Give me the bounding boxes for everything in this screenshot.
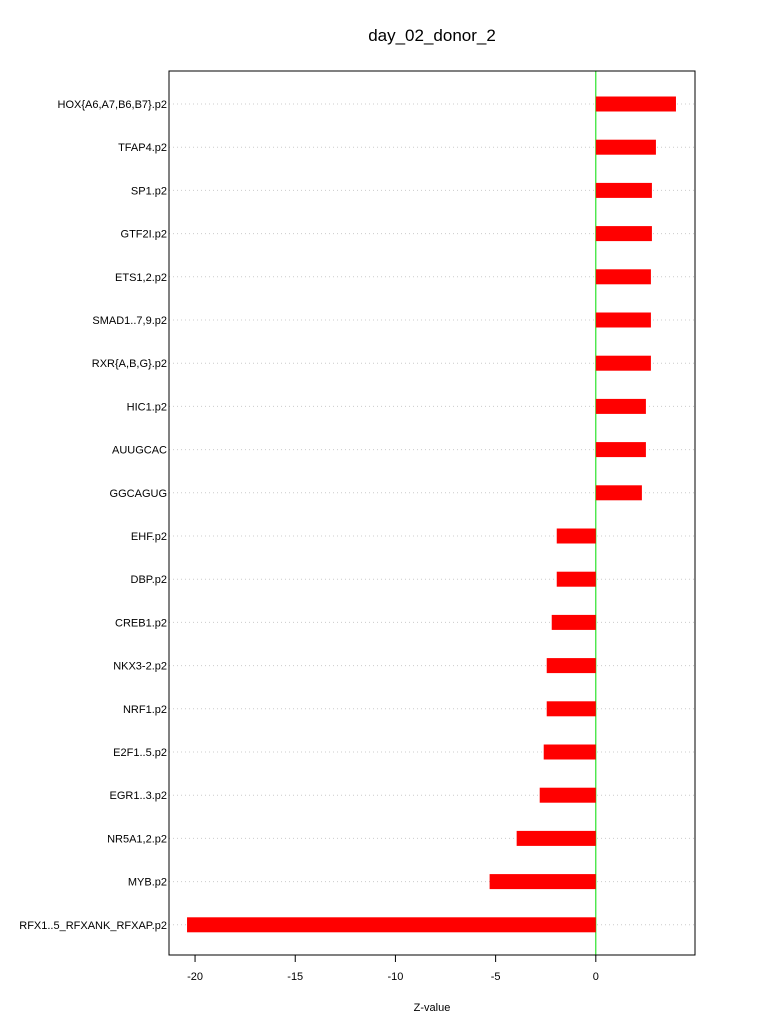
x-tick-label: -15 [287, 971, 304, 983]
category-label: GGCAGUG [109, 487, 167, 500]
bar [517, 831, 596, 846]
category-label: MYB.p2 [127, 876, 167, 889]
category-label: SMAD1..7,9.p2 [92, 315, 167, 327]
category-label: EHF.p2 [130, 531, 167, 543]
category-label: NRF1.p2 [122, 703, 167, 716]
x-axis [187, 955, 599, 983]
bar [187, 917, 596, 932]
bar [596, 269, 651, 284]
bar [596, 356, 651, 371]
x-tick-label: 0 [592, 971, 599, 983]
x-axis-label: Z-value [413, 1002, 451, 1014]
category-label: EGR1..3.p2 [109, 790, 167, 803]
x-tick-label: -10 [387, 971, 404, 983]
plot-frame [169, 71, 695, 955]
chart-title: day_02_donor_2 [368, 26, 496, 45]
category-label: TFAP4.p2 [118, 142, 167, 155]
category-label: AUUGCAC [111, 444, 167, 457]
bar [596, 97, 676, 112]
category-label: SP1.p2 [130, 185, 167, 198]
category-labels [19, 99, 167, 932]
bar [596, 485, 642, 500]
category-label: E2F1..5.p2 [113, 747, 167, 759]
category-label: NKX3-2.p2 [113, 660, 167, 673]
x-tick-label: -5 [490, 971, 501, 983]
category-label: NR5A1,2.p2 [107, 833, 167, 846]
category-label: RFX1..5_RFXANK_RFXAP.p2 [19, 919, 167, 932]
bar [596, 226, 652, 241]
bar [490, 874, 596, 889]
bar [596, 399, 646, 414]
bar [557, 529, 596, 544]
category-label: GTF2I.p2 [120, 228, 167, 241]
category-label: HIC1.p2 [126, 401, 167, 414]
category-label: RXR{A,B,G}.p2 [91, 358, 167, 371]
category-label: ETS1,2.p2 [115, 271, 167, 284]
bars [187, 97, 676, 933]
bar [547, 701, 596, 716]
bar [596, 140, 656, 155]
bar [544, 745, 596, 760]
bar [596, 442, 646, 457]
bar [547, 658, 596, 673]
category-label: DBP.p2 [130, 574, 167, 587]
bar [552, 615, 596, 630]
bar [540, 788, 596, 803]
bar [596, 313, 651, 328]
category-label: CREB1.p2 [115, 617, 167, 630]
bar [557, 572, 596, 587]
x-tick-label: -20 [187, 971, 204, 983]
category-label: HOX{A6,A7,B6,B7}.p2 [57, 99, 167, 111]
bar [596, 183, 652, 198]
